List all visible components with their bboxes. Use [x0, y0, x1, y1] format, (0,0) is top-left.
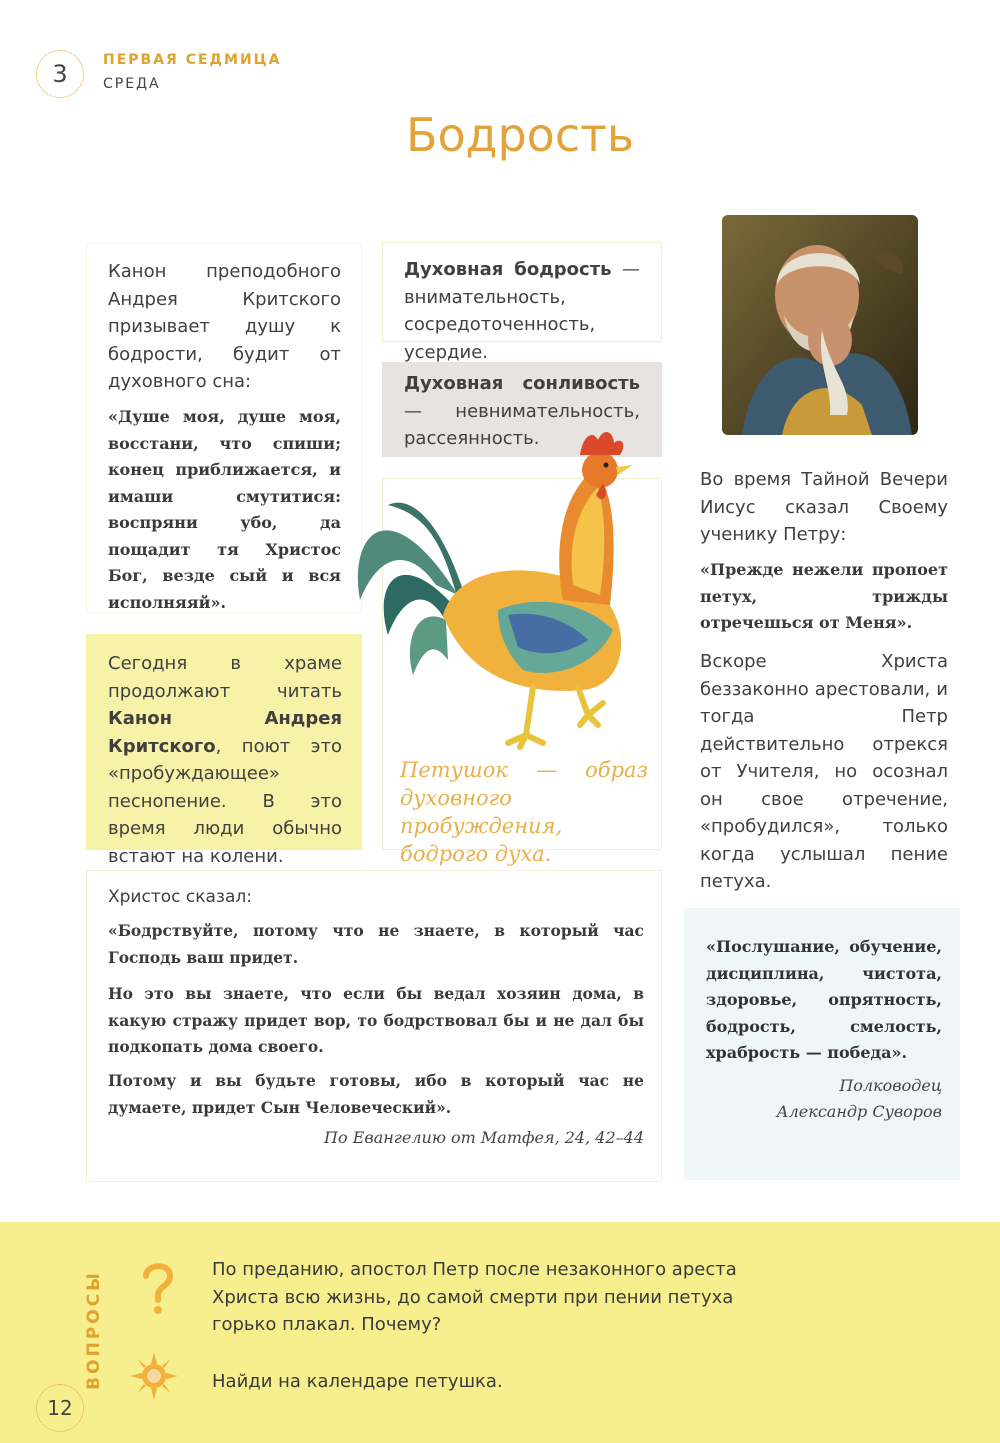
suvorov-author-name: Александр Суворов [776, 1102, 942, 1121]
definition-sleep-term: Духовная сонливость [404, 373, 640, 394]
peter-quote: «Прежде нежели пропоет петух, трижды отречешься от Меня». [700, 560, 948, 632]
sun-icon [130, 1352, 178, 1400]
suvorov-author-title: Полководец [839, 1076, 942, 1095]
definition-vigor-term: Духовная бодрость [404, 259, 612, 280]
definition-sleep-text: — невнимательность, рассеянность. [404, 400, 640, 449]
today-text-before: Сегодня в храме продолжают читать [108, 653, 342, 702]
page-number: 12 [36, 1384, 84, 1432]
band-scalloped-edge [0, 1214, 1000, 1230]
definition-vigor [404, 256, 640, 366]
rooster-illustration [348, 425, 648, 755]
gospel-intro: Христос сказал: [108, 887, 252, 907]
today-text-bold: Канон Андрея Критского [108, 708, 342, 757]
gospel-source: По Евангелию от Матфея, 24, 42–44 [324, 1128, 644, 1147]
questions-label: ВОПРОСЫ [84, 1270, 104, 1390]
today-text-after: , поют это «пробуждающее» песнопение. В это время люди обычно встают на колени. [108, 735, 342, 867]
gospel-paragraph: Потому и вы будьте готовы, ибо в который час не думаете, придет Сын Человеческий». [108, 1071, 644, 1117]
canon-quote: «Душе моя, душе моя, восстани, что спиши; конец приближается, и имаши смутитися: воспряни убо, да пощадит тя Христос Бог, везде сый и вся исполняяй». [108, 407, 341, 612]
gospel-paragraph: Но это вы знаете, что если бы ведал хозяин дома, в какую стражу придет вор, то бодрствовал бы и не дал бы подкопать дома своего. [108, 984, 644, 1056]
definition-vigor-text: — внимательность, сосредоточенность, усердие. [404, 259, 640, 363]
page-title: Бодрость [405, 108, 635, 162]
question-mark-icon [138, 1258, 178, 1318]
gospel-paragraph: «Бодрствуйте, потому что не знаете, в который час Господь ваш придет. [108, 921, 644, 967]
section-title: ПЕРВАЯ СЕДМИЦА [103, 52, 282, 68]
rooster-caption: Петушок — образ духовного пробуждения, бодрого духа. [400, 758, 648, 866]
today-text [108, 650, 342, 870]
peter-intro: Во время Тайной Вечери Иисус сказал Своему ученику Петру: [700, 469, 948, 545]
question-item: Найди на календаре петушка. [212, 1371, 503, 1392]
apostle-peter-painting [722, 215, 918, 435]
canon-intro: Канон преподобного Андрея Критского призывает душу к бодрости, будит от духовного сна: [108, 261, 341, 392]
chapter-number: 3 [36, 50, 84, 98]
day-label: СРЕДА [103, 76, 161, 92]
suvorov-quote: «Послушание, обучение, дисциплина, чистота, здоровье, опрятность, бодрость, смелость, храбрость — победа». [706, 937, 942, 1062]
question-item: По преданию, апостол Петр после незаконного ареста Христа всю жизнь, до самой смерти при пении петуха горько плакал. Почему? [212, 1259, 737, 1335]
peter-text: Вскоре Христа беззаконно арестовали, и тогда Петр действительно отрекся от Учителя, но осознал он свое отречение, «пробудился», только когда услышал пение петуха. [700, 651, 948, 892]
